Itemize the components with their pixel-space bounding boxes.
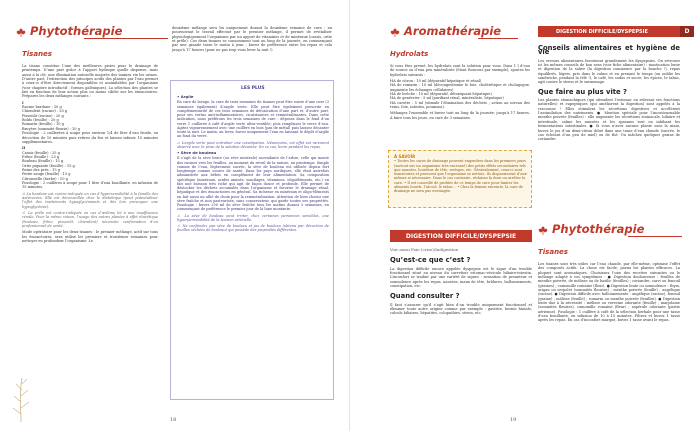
les-plus-box bbox=[170, 80, 334, 400]
hydrolat-item: HA carotte : 5 ml (stimule l’élimination des déchets ; action au niveau des reins, foie, intestin, poumons). bbox=[390, 100, 530, 110]
ingredient: Romarin (feuille) : 10 g bbox=[22, 122, 64, 127]
dyspepsia-column bbox=[390, 248, 532, 318]
ingredient: Boldo (feuille) : 20 g bbox=[22, 118, 59, 123]
header-rule bbox=[84, 38, 168, 39]
tisanes-title: Tisanes bbox=[538, 248, 568, 256]
hydrolat-item: HA de livèche : 10 ml (dépuratif, détoxiquant hépatique) bbox=[390, 92, 492, 97]
a-savoir-title: À SAVOIR bbox=[394, 154, 416, 159]
plants-paragraph: Les plantes stomachiques (qui stimulent l’estomac en relevant ses fonctions naturelles) et eupeptiques (qui améliorent la digestion) sont appelés à la rescousse ! Elles stimulent les sécrétions digestives et accélèrent l’assimilation des nutriments. ● Mention spéciale pour l’incontournable menthe poivrée (feuilles) : elle augmente les sécrétions stomacale, biliaire et intestinale, calme les nausées et les spasmes tout en inhibant les fermentations intestinales. ● Si vous n’avez aucune plante sous la main, buvez le jus d’un demi-citron dilué dans une tasse d’eau chaude (sucrée, le cas échéant d’un peu de miel) ou de thé. Ou mâchez quelques grains de coriandre. bbox=[538, 98, 680, 142]
ingredient: Racine bardane : 30 g bbox=[22, 105, 62, 110]
plant-illustration bbox=[10, 374, 32, 422]
definition-paragraph: La digestion difficile encore appelée dyspepsie est le signe d’un trouble fonctionnel situé au niveau du carrefour estomac-vésicule biliaire-intestin. L’inconfort se traduit par une variété de signes : sensation de pesanteur et somnolence après les repas, nausées, maux de tête, brûlures, ballonnements, constipation, etc. bbox=[390, 266, 532, 289]
flower-icon bbox=[536, 226, 550, 236]
tisanes-paragraph: Les tisanes sont très utiles car l’eau chaude, par elle-même, optimise l’effet des composés actifs. La chose est facile, parmi les plantes efficaces. La plupart sont aromatiques. Choisissez l’une des recettes suivantes ou le mélange adapté à vos symptômes : ● Digestion douloureuse : feuilles de menthe poivrée, de mélisse ou de basilic (feuilles) ; coriandre, carvi ou fenouil (graines) ; camomille romaine (fleur). ● Digestion lente ou somnolence : thym, origan ou serpolet (sommités fleuries) ; menthe poivrée (feuille) ; angélique (racine). ● Digestion difficile avec ballonnements : angélique (racine), fenouil (graine) ; mélisse (feuille) ; romarin ou menthe poivrée (feuilles). ● Digestion lente due à la nécessité : mélisse ou verveine odorante (feuille) ; marjolaine (sommités fleuries), camomille romaine (fleur) ; aspérule odorante (partie aérienne). Posologie : 1 cuillère à café de la sélection herbale pour une tasse d’eau bouillante, en infusion de 10 à 15 minutes. Filtrez et buvez 1 tasse après les repas. En cas d’inconfort marqué, buvez 1 tasse avant le repas. bbox=[538, 262, 680, 323]
ingredient: Bouleau (feuille) : 15 g bbox=[22, 159, 64, 164]
phyto-header: Phytothérapie bbox=[552, 222, 645, 236]
section-title: Hydrolats bbox=[390, 50, 429, 58]
ingredient: Cassis (feuille) : 25 g bbox=[22, 150, 60, 155]
advice-paragraph: Les erreurs alimentaires favorisent grandement les dyspepsies. On retrouve ici les mêmes conseils de bon sens (voir fiche alimentaire) : mastication lente et digestion de la salive (la digestion commence par la bouche !), repas équilibrés, légers, pris dans le calme et en prenant le temps (on oublie les sandwichs, pendant la télé !), le café, les sodas et sucre, les épices, le tabac, agit contre le stress et le surmenage. bbox=[538, 58, 680, 85]
tisanes-column bbox=[538, 262, 680, 325]
page-number: 19 bbox=[510, 417, 517, 423]
question-heading: Qu’est-ce que c’est ? bbox=[390, 256, 471, 265]
ingredient: Bruyère (sommité fleurie) : 10 g bbox=[22, 126, 80, 131]
warning-note: ⚠ La bardane est contre-indiquée en cas d’hypersensibilité à la famille des Astéracées. Elle est déconseillée chez le diabétique (peut potentialiser l’effet des traitements hypoglycémiants et dès lors provoquer une hypoglycémie). bbox=[22, 191, 158, 209]
hydrolats-instructions: Mélangez l’ensemble et buvez tout au long de la journée, jusqu’à 17 heures. À faire tous les jours, en cure de 3 semaines. bbox=[390, 111, 530, 120]
a-savoir-box bbox=[388, 150, 532, 208]
recipe-1-label: I bbox=[22, 100, 24, 105]
flower-icon bbox=[14, 28, 28, 38]
consult-paragraph: Il faut s’assurer qu’il s’agit bien d’un trouble uniquement fonctionnel et éliminer toute autre origine comme par exemple : gastrite, hernie hiatale, calculs biliaires, hépatites, colopathies, stress, etc. bbox=[390, 302, 532, 316]
box-subhead: • Sève de bouleau bbox=[177, 150, 217, 155]
box-note: ⚠ Ne confondez pas sève de bouleau et jus de bouleau (obtenu par décoction de feuilles séchées de bouleau) qui possède des propriétés différentes. bbox=[177, 224, 329, 233]
page-number: 18 bbox=[170, 417, 177, 423]
box-content bbox=[177, 93, 329, 235]
posology: Posologie : 2 cuillères à soupe pour 1 litre d’eau bouillante, en infusion de 15 minutes. bbox=[22, 180, 158, 190]
chapter-header: Aromathérapie bbox=[404, 24, 502, 38]
right-page bbox=[350, 0, 700, 431]
box-subhead: • Argile bbox=[177, 94, 194, 99]
ingredient: Citronnelle (herbe) : 10 g bbox=[22, 176, 68, 181]
section-title: Tisanes bbox=[22, 50, 52, 58]
box-note: ⚠ La sève de bouleau peut irriter, chez certaines personnes sensibles, une hyperperméabilité de la tension artérielle. bbox=[177, 213, 329, 222]
right-column-text: deuxième mélange sera bu uniquement durant la deuxième semaine de cure : en poursuivant le travail effectué par le premier mélange, il permet de revitaliser physiologiquement l’organisme par un apport de vitamines et de minéraux (cassis, ortie et prêle). Ces deux tisanes se consomment tout au long de la journée, en commençant par une grande tasse le matin à jeun ; buvez de préférence entre les repas et cela jusqu’à 17 heures (pour ne pas trop vous lever la nuit !) bbox=[172, 26, 332, 52]
hydrolats-intro: Si vous êtes pressé, les hydrolats sont la solution pour vous. Dans 1 l d’eau de source ou d’eau peu minéralisée (Mont Roucous par exemple), ajoutez les hydrolats suivants : bbox=[390, 64, 530, 77]
topic-tab: DIGESTION DIFFICILE/DYSPEPSIE bbox=[538, 26, 680, 37]
ingredient: Petite sauge (feuille) : 15 g bbox=[22, 172, 71, 177]
letter-tab: D bbox=[680, 26, 694, 37]
question-heading: Quand consulter ? bbox=[390, 292, 460, 301]
box-title: LES PLUS bbox=[241, 86, 265, 91]
ingredient: Frêne (feuille) : 25 g bbox=[22, 154, 60, 159]
hydrolat-item: HA de genévrier : 5 ml (purifiant rénal, minéraliste, hépatique) bbox=[390, 96, 504, 101]
advice-heading: Conseils alimentaires et hygiène de vie bbox=[538, 44, 680, 57]
question-heading: Que faire au plus vite ? bbox=[538, 87, 627, 96]
box-paragraph: Il s’agit de la sève brute (ou sève minérale) ascendante de l’arbre, celle qui monte des racines vers les feuilles, au moment du réveil de la nature, au printemps. Simple comme de l’eau, légèrement sucrée, la sève de bouleau est utilisée depuis fort longtemps comme source de santé. Dans les pays nordiques, elle était autrefois administrée aux bébés en complément de leur alimentation. Sa composition spécifique (minéraux, acides aminés, mucilages, vitamines, oligoéléments, etc.) en fait une boisson très riche qui agit de façon douce et profonde. Elle permet de déstocker les déchets accumulés dans l’organisme et favorise le drainage rénal, hépatique et des émonctoires en général. Sa richesse en minéraux et oligo-éléments en fait aussi un allié de choix pour la reminéralisation. Attention de bien choisir une sève fraîche et non pasteurisée, sans conservateur, qui garde toutes ses propriétés. Posologie : buvez 250 ml de sève fraîche tous les matins durant 3 semaines, en commençant de préférence le premier jour de la lune montante. bbox=[177, 156, 329, 212]
operating-mode: Mode opératoire pour les deux tisanes : le premier mélange, actif sur tous les émonctoires, sera utilisé les premiers et troisièmes semaines pour nettoyer en profondeur l’organisme. Le bbox=[22, 230, 158, 244]
ingredient: Pissenlit (racine) : 20 g bbox=[22, 113, 64, 118]
flower-icon bbox=[388, 28, 402, 38]
box-paragraph: En cure de lavage, la cure de trois semaines de tisanes peut être suivie d’une cure (3 semaines également) d’argile verte. Elle peut être également prescrite en complémentarité de ces trois semaines de détoxication d’une part et, d’autre part, pour ses vertus anti-inflammatoires, cicatrisantes et reminéralisantes. Dans cette indication, nous préférons les trois semaines de cure : déposez dans le fond d’un verre 1 cuillerée à café d’argile verte ultra-ventilée, puis remplissez le verre d’eau. Agitez vigoureusement avec une cuillère en bois (pas de métal) puis laissez décanter toute la nuit. Le matin, au lever, buvez uniquement l’eau en laissant le dépôt d’argile au fond du verre. bbox=[177, 100, 329, 139]
left-column bbox=[22, 64, 158, 245]
chapter-header: Phytothérapie bbox=[30, 24, 123, 38]
posology: Posologie : 2 cuillerées à soupe pour environ 1/4 de litre d’eau froide, en décoction de 10 minutes puis retirez du feu et laissez infuser 10 minutes supplémentaires. bbox=[22, 131, 158, 144]
advice-column bbox=[538, 46, 680, 144]
a-savoir-content bbox=[394, 155, 528, 193]
ingredient: Chiendent (racine) : 20 g bbox=[22, 109, 68, 114]
see-also-link[interactable]: Voir aussi Foie (crise)/Indigestion bbox=[390, 247, 459, 252]
ingredient: Reine des prés : 15 g bbox=[22, 167, 60, 172]
header-rule bbox=[628, 236, 682, 237]
hydrolats-column bbox=[390, 64, 530, 122]
warning-note: ⚠ La prêle est contre-indiquée en cas d’œdème lié à une insuffisance rénale. Pour la même raison, l’usage des autres plantes à effet diurétique (bouleau, frêne, pissenlit, chiendent) nécessite confirmation d’un professionnel de santé. bbox=[22, 211, 158, 229]
recipe-2-label: II bbox=[22, 146, 26, 151]
box-note: ⚠ L’argile verte peut entraîner une constipation. Néanmoins, cet effet est rarement observé avec la prise de la solution décantée. En ce cas, boire pendant les repas. bbox=[177, 140, 329, 149]
hydrolat-item: HA de romarin : 10 ml (décongestionne le foie, cholérétique et cholagogue, augmente les échanges cellulaires) bbox=[390, 83, 530, 92]
section-band: DIGESTION DIFFICILE/DYSPEPSIE bbox=[390, 230, 532, 242]
a-savoir-text: • Toutes les cures de drainage peuvent engendrer dans les premiers jours (surtout sur un organisme très encrassé) des petits effets secondaires tels que nausées, lourdeur de tête, vertiges, etc. Généralement, ceux-ci sont transitoires et prouvent que l’organisme se nettoie. Ils disparaissent d’eux-mêmes si nécessaire. Dans le cas contraire, réduisez la dose ou arrêtez la cure. • Il est conseillé de profiter de ce temps de cure pour limiter les aliments lourds, l’alcool, le tabac... • Chez la femme enceinte, la cure de drainage ne sera pas envisagée. bbox=[394, 159, 528, 193]
ingredient: Ortie piquante (feuille) : 15 g bbox=[22, 163, 75, 168]
hydrolat-item: HA de citron : 10 ml (dépuratif hépatique et rénal) bbox=[390, 79, 482, 84]
header-rule bbox=[478, 38, 518, 39]
intro-paragraph: La tisane constitue l’une des meilleures pistes pour le drainage de printemps. D’une part grâce à l’apport hydrique quelle dispense, mais aussi à la clé, une élimination naturelle majorée des toxines via les urines. D’autre part, l’extraction des principes actifs des plantes par l’eau permet à ceux-ci d’être directement disponibles et assimilables par l’organisme (voir chapitre introductif : formes galéniques). La sélection des plantes se fait en fonction de leur action plus ou moins ciblée sur les émonctoires. Préparez les deux mélanges suivants : bbox=[22, 64, 158, 99]
